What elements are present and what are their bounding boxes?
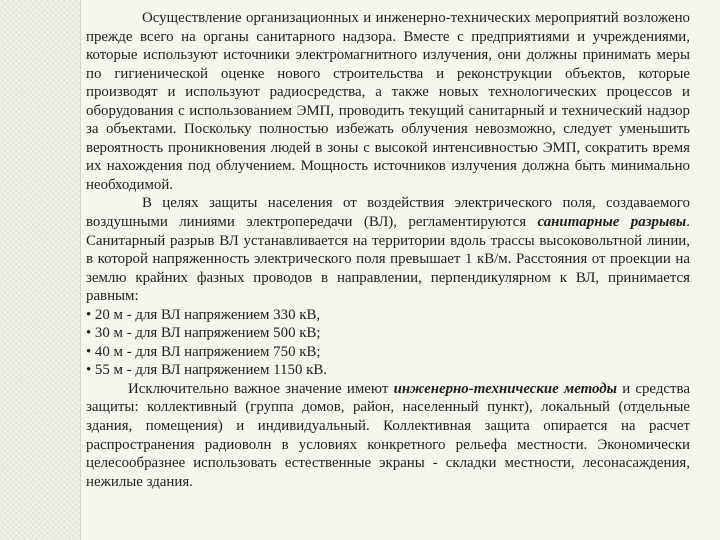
term-engineering-methods: инженерно-технические методы	[393, 380, 617, 397]
paragraph-organizational-measures: Осуществление организационных и инженерно-технических мероприятий возложено прежде всего на органы санитарного надзора. Вместе с предприятиями и учреждениями, которые используют источники электромагнитного излучения, они должны принимать меры по гигиенической оценке нового строительства и реконструкции объектов, которые производят и используют радиосредства, а также новых технологических процессов и оборудования с использованием ЭМП, проводить текущий санитарный и технический надзор за объектами. Поскольку полностью избежать облучения невозможно, следует уменьшить вероятность проникновения людей в зоны с высокой интенсивностью ЭМП, сократить время их нахождения под облучением. Мощность источников излучения должна быть минимально необходимой.	[86, 10, 690, 193]
document-body	[86, 9, 690, 491]
distance-item-750kv: • 40 м - для ВЛ напряжением 750 кВ;	[86, 343, 321, 360]
paragraph-sanitary-gaps-rest: . Санитарный разрыв ВЛ устанавливается на территории вдоль трассы высоковольтной линии, в которой напряженность электрического поля превышает 1 кВ/м. Расстояния от проекции на землю крайних фазных проводов в направлении, перпендикулярном к ВЛ, принимается равным:	[86, 214, 690, 305]
term-sanitary-gaps: санитарные разрывы	[537, 214, 687, 231]
distance-item-500kv: • 30 м - для ВЛ напряжением 500 кВ;	[86, 325, 321, 342]
paragraph-engineering-methods	[86, 380, 690, 491]
paragraph-engineering-methods-lead: Исключительно важное значение имеют	[128, 380, 394, 397]
paragraph-engineering-methods-rest: и средства защиты: коллективный (группа домов, район, населенный пункт), локальный (отдельные здания, помещения) и индивидуальный. Коллективная защита опирается на расчет распространения радиоволн в условиях конкретного рельефа местности. Экономически целесообразнее использовать естественные экраны - складки местности, лесонасаждения, нежилые здания.	[86, 380, 690, 490]
paragraph-sanitary-gaps-lead: В целях защиты населения от воздействия электрического поля, создаваемого воздушными линиями электропередачи (ВЛ), регламентируются	[86, 195, 690, 231]
distance-item-1150kv: • 55 м - для ВЛ напряжением 1150 кВ.	[86, 362, 328, 379]
paragraph-sanitary-gaps	[86, 194, 690, 305]
distance-item-330kv: • 20 м - для ВЛ напряжением 330 кВ,	[86, 306, 321, 323]
distance-list	[86, 306, 690, 380]
